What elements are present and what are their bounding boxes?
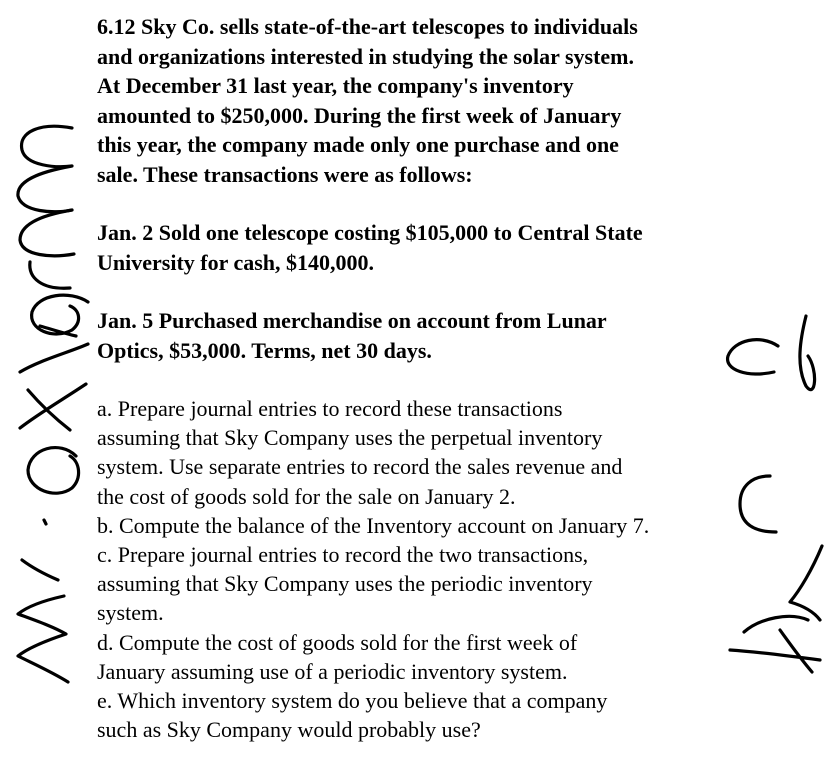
- intro-line: sale. These transactions were as follows:: [97, 161, 473, 187]
- question-line: d. Compute the cost of goods sold for the first week of: [97, 629, 578, 655]
- intro-line: and organizations interested in studying the solar system.: [97, 43, 635, 69]
- question-line: a. Prepare journal entries to record these transactions: [97, 396, 563, 421]
- problem-intro: [97, 12, 737, 189]
- question-line: e. Which inventory system do you believe that a company: [97, 688, 608, 714]
- intro-line: amounted to $250,000. During the first week of January: [97, 102, 622, 128]
- intro-line: At December 31 last year, the company's inventory: [97, 73, 574, 98]
- problem-document: [97, 12, 737, 744]
- transaction-jan-5: [97, 306, 737, 365]
- question-list: [97, 394, 737, 744]
- question-line: c. Prepare journal entries to record the two transactions,: [97, 542, 589, 568]
- question-line: system. Use separate entries to record the sales revenue and: [97, 454, 623, 480]
- transaction-line: University for cash, $140,000.: [97, 249, 375, 275]
- question-line: b. Compute the balance of the Inventory account on January 7.: [97, 512, 650, 538]
- question-line: assuming that Sky Company uses the perpetual inventory: [97, 425, 603, 451]
- transaction-jan-2: [97, 218, 737, 277]
- transaction-line: Optics, $53,000. Terms, net 30 days.: [97, 337, 432, 363]
- intro-line: this year, the company made only one purchase and one: [97, 132, 619, 157]
- question-line: such as Sky Company would probably use?: [97, 717, 481, 743]
- transaction-line: Jan. 5 Purchased merchandise on account from Lunar: [97, 308, 607, 333]
- handwritten-scribble-right: [728, 316, 822, 672]
- question-line: system.: [97, 600, 164, 626]
- intro-line: 6.12 Sky Co. sells state-of-the-art telescopes to individuals: [97, 14, 638, 39]
- handwritten-scribble-left: [18, 126, 88, 682]
- transaction-line: Jan. 2 Sold one telescope costing $105,000 to Central State: [97, 220, 643, 245]
- question-line: assuming that Sky Company uses the periodic inventory: [97, 571, 593, 597]
- question-line: January assuming use of a periodic inventory system.: [97, 658, 568, 684]
- question-line: the cost of goods sold for the sale on January 2.: [97, 483, 516, 509]
